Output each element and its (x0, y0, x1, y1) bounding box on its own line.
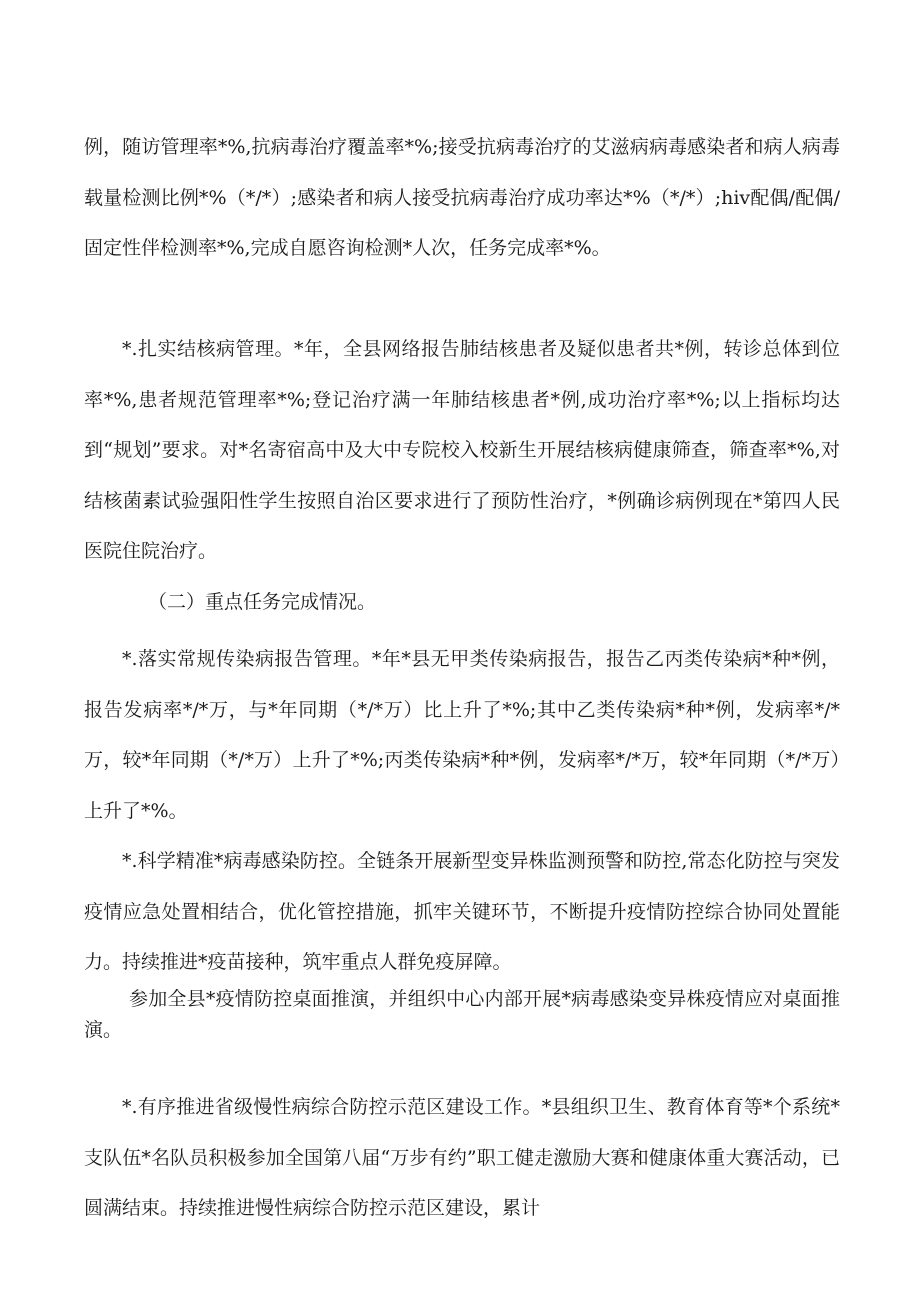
section-heading-key-tasks: （二）重点任务完成情况。 (148, 591, 377, 613)
paragraph-virus-prevention: *.科学精准*病毒感染防控。全链条开展新型变异株监测预警和防控,常态化防控与突发疫情应急处置相结合，优化管控措施，抓牢关键环节，不断提升疫情防控综合协同处置能力。持续推进*疫苗接种，筑牢重点人群免疫屏障。 (84, 850, 840, 973)
paragraph-chronic-disease-demo-zone: *.有序推进省级慢性病综合防控示范区建设工作。*县组织卫生、教育体育等*个系统*支队伍*名队员积极参加全国第八届“万步有约”职工健走激励大赛和健康体重大赛活动，已圆满结束。持续推进慢性病综合防控示范区建设，累计 (84, 1096, 840, 1219)
paragraph-tabletop-exercise: 参加全县*疫情防控桌面推演，并组织中心内部开展*病毒感染变异株疫情应对桌面推演。 (84, 988, 840, 1041)
paragraph-infectious-disease-reporting: *.落实常规传染病报告管理。*年*县无甲类传染病报告，报告乙丙类传染病*种*例，报告发病率*/*万，与*年同期（*/*万）比上升了*%;其中乙类传染病*种*例，发病率*/*万，较*年同期（*/*万）上升了*%;丙类传染病*种*例，发病率*/*万，较*年同期（*/*万）上升了*%。 (84, 648, 840, 822)
paragraph-hiv-indicators: 例，随访管理率*%,抗病毒治疗覆盖率*%;接受抗病毒治疗的艾滋病病毒感染者和病人病毒载量检测比例*%（*/*）;感染者和病人接受抗病毒治疗成功率达*%（*/*）;hiv配偶/配偶/固定性伴检测率*%,完成自愿咨询检测*人次，任务完成率*%。 (84, 136, 840, 259)
paragraph-tuberculosis-management: *.扎实结核病管理。*年，全县网络报告肺结核患者及疑似患者共*例，转诊总体到位率*%,患者规范管理率*%;登记治疗满一年肺结核患者*例,成功治疗率*%;以上指标均达到“规划”要求。对*名寄宿高中及大中专院校入校新生开展结核病健康筛查，筛查率*%,对结核菌素试验强阳性学生按照自治区要求进行了预防性治疗，*例确诊病例现在*第四人民医院住院治疗。 (84, 338, 840, 562)
